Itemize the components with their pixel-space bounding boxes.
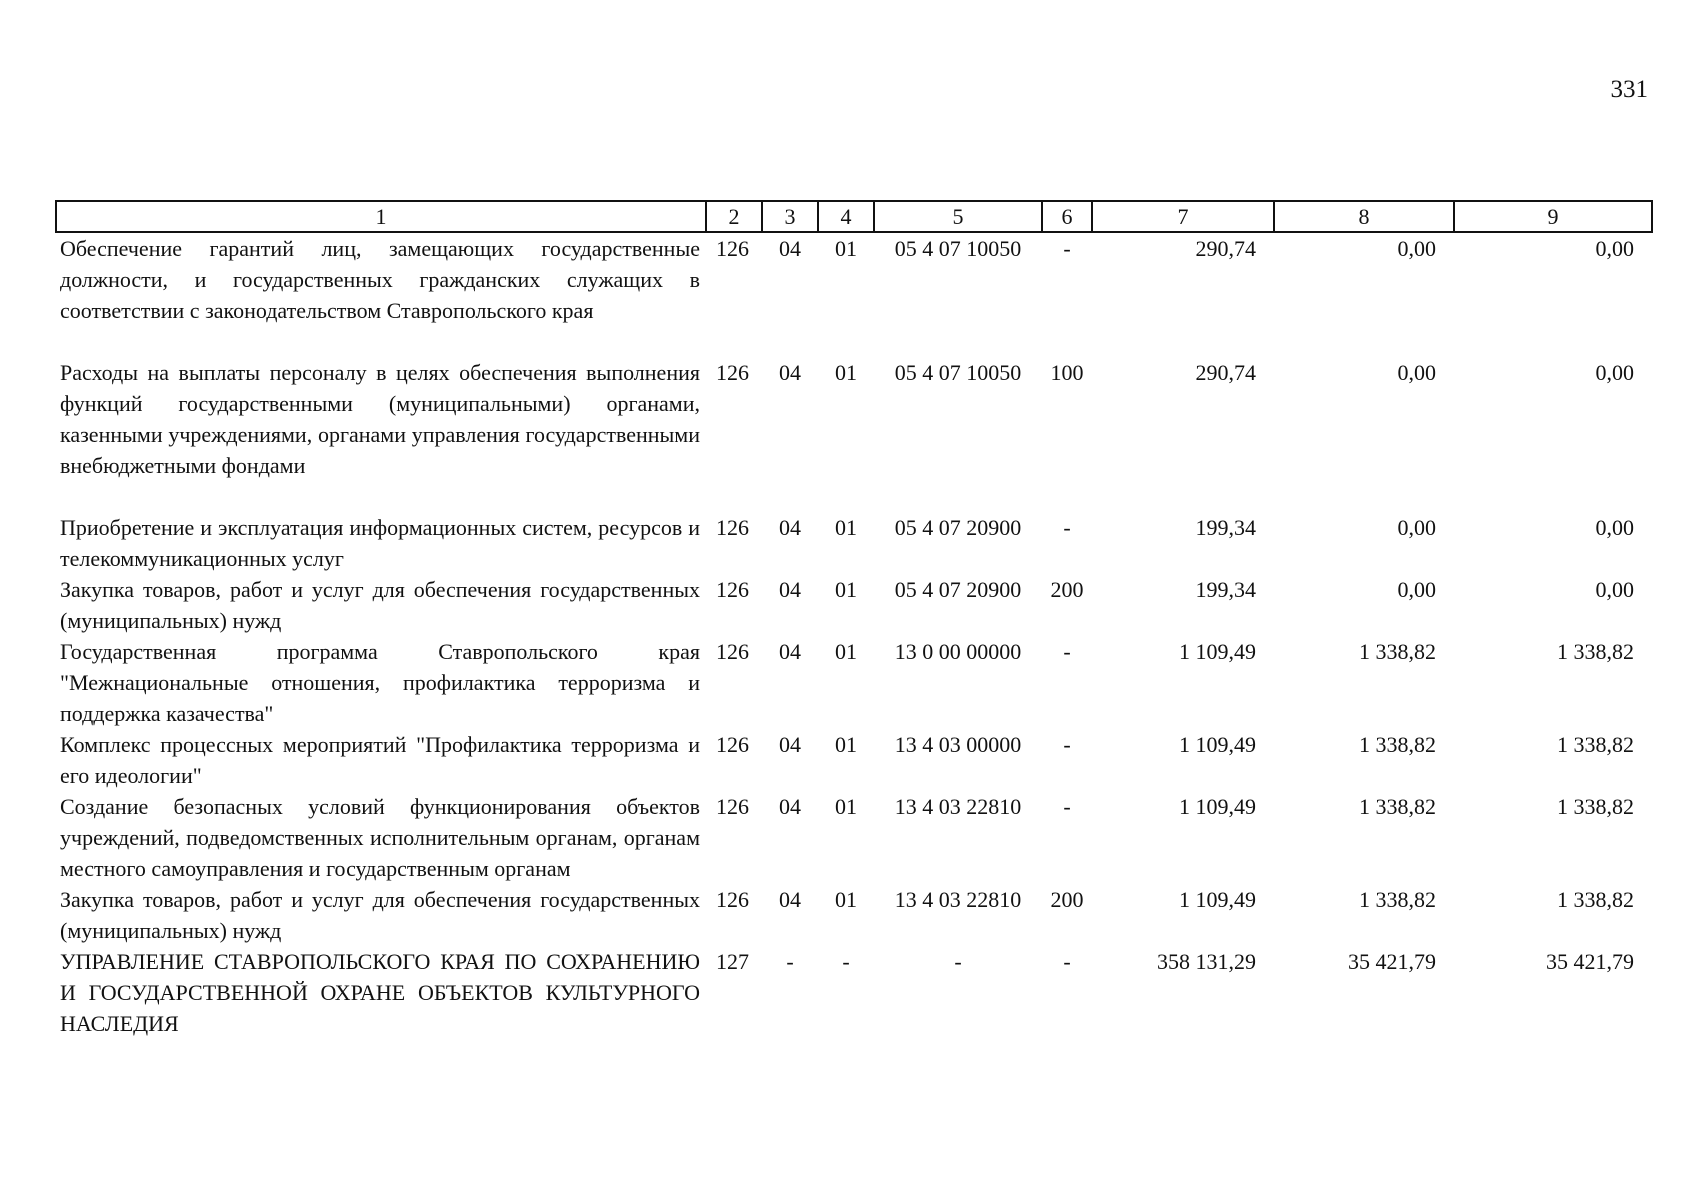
row-amount-7: 1 109,49 (1179, 732, 1256, 757)
column-header: 8 (1274, 201, 1454, 232)
row-amount-7: 290,74 (1195, 236, 1256, 261)
row-description: Закупка товаров, работ и услуг для обеспечения государственных (муниципальных) нужд (60, 887, 700, 943)
row-amount-9: 0,00 (1595, 577, 1634, 602)
column-header: 4 (818, 201, 874, 232)
row-code-subsection: 01 (835, 639, 857, 664)
row-code-expense-type: 200 (1050, 887, 1084, 912)
row-code-expense-type: - (1063, 794, 1071, 819)
budget-table (55, 200, 1653, 1039)
table-row (56, 357, 1652, 512)
row-code-section: 04 (779, 794, 801, 819)
table-row (56, 791, 1652, 884)
row-amount-7: 199,34 (1195, 577, 1256, 602)
row-amount-9: 0,00 (1595, 360, 1634, 385)
row-code-section: 04 (779, 236, 801, 261)
row-code-expense-type: - (1063, 515, 1071, 540)
row-amount-9: 0,00 (1595, 515, 1634, 540)
row-code-target: 13 4 03 00000 (894, 732, 1022, 757)
row-code-expense-type: - (1063, 949, 1071, 974)
row-amount-8: 1 338,82 (1359, 794, 1436, 819)
column-header: 3 (762, 201, 818, 232)
row-code-subsection: 01 (835, 515, 857, 540)
row-code-expense-type: - (1063, 236, 1071, 261)
table-row (56, 232, 1652, 357)
column-header: 1 (56, 201, 706, 232)
row-amount-9: 1 338,82 (1557, 887, 1634, 912)
row-code-expense-type: 100 (1050, 360, 1084, 385)
row-code-subsection: 01 (835, 794, 857, 819)
row-amount-8: 0,00 (1397, 360, 1436, 385)
row-code-subsection: 01 (835, 236, 857, 261)
row-amount-7: 358 131,29 (1157, 949, 1256, 974)
row-code-section: 04 (779, 732, 801, 757)
row-code-ministry: 126 (716, 515, 749, 540)
row-description: Приобретение и эксплуатация информационных систем, ресурсов и телекоммуникационных услуг (60, 515, 700, 571)
table-row (56, 729, 1652, 791)
row-description: УПРАВЛЕНИЕ СТАВРОПОЛЬСКОГО КРАЯ ПО СОХРАНЕНИЮ И ГОСУДАРСТВЕННОЙ ОХРАНЕ ОБЪЕКТОВ КУЛЬТУРНОГО НАСЛЕДИЯ (60, 949, 700, 1036)
row-description: Государственная программа Ставропольского края "Межнациональные отношения, профилактика терроризма и поддержка казачества" (60, 639, 700, 726)
row-code-subsection: 01 (835, 887, 857, 912)
column-header: 6 (1042, 201, 1092, 232)
column-header: 9 (1454, 201, 1652, 232)
column-header: 7 (1092, 201, 1274, 232)
row-code-target: 13 4 03 22810 (894, 887, 1022, 912)
table-row (56, 884, 1652, 946)
row-code-ministry: 126 (716, 236, 749, 261)
row-code-expense-type: - (1063, 639, 1071, 664)
row-amount-7: 1 109,49 (1179, 794, 1256, 819)
row-code-ministry: 126 (716, 794, 749, 819)
row-code-target: 05 4 07 10050 (894, 236, 1022, 261)
row-description: Обеспечение гарантий лиц, замещающих государственные должности, и государственных гражданских служащих в соответствии с законодательством Ставропольского края (60, 236, 700, 323)
row-code-subsection: 01 (835, 577, 857, 602)
row-code-expense-type: 200 (1050, 577, 1084, 602)
row-code-ministry: 127 (716, 949, 749, 974)
column-header: 2 (706, 201, 762, 232)
table-row (56, 512, 1652, 574)
row-amount-9: 1 338,82 (1557, 732, 1634, 757)
row-amount-7: 1 109,49 (1179, 639, 1256, 664)
row-amount-8: 0,00 (1397, 577, 1436, 602)
row-code-target: - (954, 949, 962, 974)
column-header: 5 (874, 201, 1042, 232)
row-code-expense-type: - (1063, 732, 1071, 757)
row-code-ministry: 126 (716, 732, 749, 757)
row-amount-7: 1 109,49 (1179, 887, 1256, 912)
row-code-target: 13 0 00 00000 (894, 639, 1022, 664)
row-code-section: 04 (779, 577, 801, 602)
row-code-section: - (786, 949, 794, 974)
row-amount-7: 199,34 (1195, 515, 1256, 540)
row-code-section: 04 (779, 360, 801, 385)
row-amount-9: 1 338,82 (1557, 794, 1634, 819)
table-row (56, 574, 1652, 636)
row-code-target: 05 4 07 20900 (894, 577, 1022, 602)
row-code-target: 05 4 07 10050 (894, 360, 1022, 385)
row-code-section: 04 (779, 887, 801, 912)
row-code-ministry: 126 (716, 887, 749, 912)
row-amount-9: 1 338,82 (1557, 639, 1634, 664)
row-code-ministry: 126 (716, 639, 749, 664)
row-code-subsection: 01 (835, 360, 857, 385)
row-amount-7: 290,74 (1195, 360, 1256, 385)
row-amount-9: 0,00 (1595, 236, 1634, 261)
row-code-section: 04 (779, 639, 801, 664)
row-amount-8: 1 338,82 (1359, 887, 1436, 912)
row-amount-9: 35 421,79 (1546, 949, 1634, 974)
row-amount-8: 1 338,82 (1359, 732, 1436, 757)
row-code-subsection: 01 (835, 732, 857, 757)
page-number: 331 (1610, 76, 1648, 103)
row-code-ministry: 126 (716, 577, 749, 602)
row-description: Закупка товаров, работ и услуг для обеспечения государственных (муниципальных) нужд (60, 577, 700, 633)
table-row (56, 946, 1652, 1039)
row-code-target: 13 4 03 22810 (894, 794, 1022, 819)
row-description: Комплекс процессных мероприятий "Профилактика терроризма и его идеологии" (60, 732, 700, 788)
row-amount-8: 0,00 (1397, 515, 1436, 540)
row-code-subsection: - (842, 949, 850, 974)
row-amount-8: 0,00 (1397, 236, 1436, 261)
row-code-ministry: 126 (716, 360, 749, 385)
row-amount-8: 35 421,79 (1348, 949, 1436, 974)
row-code-section: 04 (779, 515, 801, 540)
row-code-target: 05 4 07 20900 (894, 515, 1022, 540)
row-description: Создание безопасных условий функционирования объектов учреждений, подведомственных исполнительным органам, органам местного самоуправления и государственным органам (60, 794, 700, 881)
row-description: Расходы на выплаты персоналу в целях обеспечения выполнения функций государственными (муниципальными) органами, казенными учреждениями, органами управления государственными внебюджетными фондами (60, 360, 700, 478)
row-amount-8: 1 338,82 (1359, 639, 1436, 664)
header-row (56, 201, 1652, 232)
table-row (56, 636, 1652, 729)
